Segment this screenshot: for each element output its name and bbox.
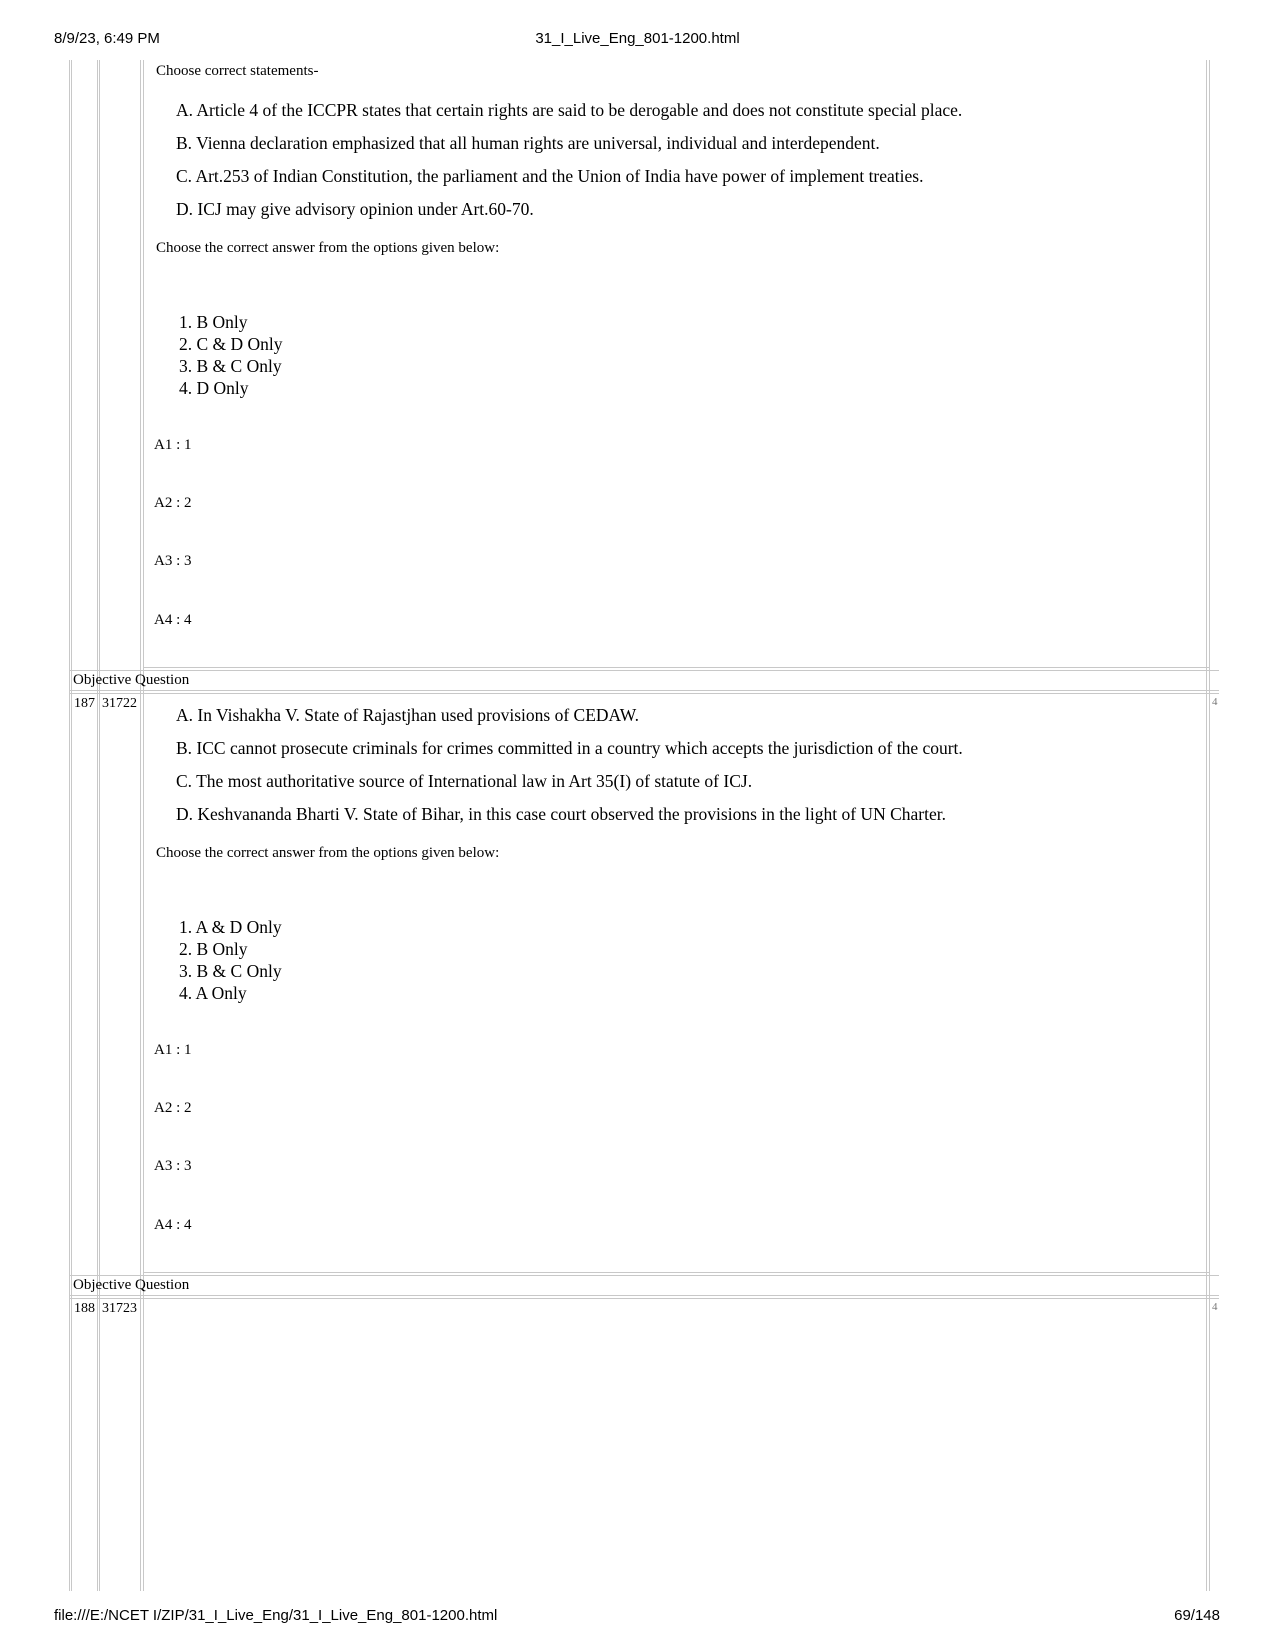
answer-a4: A4 : 4 <box>154 612 192 628</box>
print-title: 31_I_Live_Eng_801-1200.html <box>535 30 740 47</box>
statement-b: B. Vienna declaration emphasized that all human rights are universal, individual and interdependent. <box>176 133 880 153</box>
row-top-187 <box>69 690 1219 691</box>
side-marker: 4 <box>1212 1301 1218 1313</box>
row-top-187-inner <box>69 693 1219 694</box>
statement-b: B. ICC cannot prosecute criminals for crimes committed in a country which accepts the jurisdiction of the court. <box>176 738 963 758</box>
print-page-number: 69/148 <box>1174 1607 1220 1624</box>
row-top-188-inner <box>69 1298 1219 1299</box>
print-file-path: file:///E:/NCET I/ZIP/31_I_Live_Eng/31_I_Live_Eng_801-1200.html <box>54 1607 498 1624</box>
answer-a4: A4 : 4 <box>154 1217 192 1233</box>
col-divider-number-inner <box>99 60 100 1591</box>
statement-a: A. In Vishakha V. State of Rajastjhan used provisions of CEDAW. <box>176 705 640 725</box>
option-3: 3. B & C Only <box>179 356 282 376</box>
question-id: 31722 <box>102 696 137 711</box>
answer-a3: A3 : 3 <box>154 1158 192 1174</box>
answer-a2: A2 : 2 <box>154 495 192 511</box>
choose-answer-instruction: Choose the correct answer from the options given below: <box>156 845 500 861</box>
statement-a: A. Article 4 of the ICCPR states that certain rights are said to be derogable and does not constitute special place. <box>176 100 963 120</box>
row-top-188 <box>69 1295 1219 1296</box>
option-1: 1. B Only <box>179 312 248 332</box>
statement-d: D. Keshvananda Bharti V. State of Bihar, in this case court observed the provisions in the light of UN Charter. <box>176 804 946 824</box>
print-datetime: 8/9/23, 6:49 PM <box>54 30 160 47</box>
col-divider-id <box>140 60 141 1591</box>
side-marker: 4 <box>1212 696 1218 708</box>
question-number: 187 <box>74 696 95 711</box>
option-4: 4. D Only <box>179 378 249 398</box>
row-bottom-187 <box>143 1272 1210 1273</box>
answer-a1: A1 : 1 <box>154 1042 192 1058</box>
question-type-label: Objective Question <box>73 672 190 688</box>
option-1: 1. A & D Only <box>179 917 282 937</box>
answer-a2: A2 : 2 <box>154 1100 192 1116</box>
option-4: 4. A Only <box>179 983 247 1003</box>
row-bottom-186-outer <box>69 670 1219 671</box>
answer-a1: A1 : 1 <box>154 437 192 453</box>
question-id: 31723 <box>102 1301 137 1316</box>
question-type-label: Objective Question <box>73 1277 190 1293</box>
choose-statements-prompt: Choose correct statements- <box>156 63 319 79</box>
table-border-left-inner <box>71 60 72 1591</box>
question-number: 188 <box>74 1301 95 1316</box>
option-2: 2. B Only <box>179 939 248 959</box>
table-border-left <box>69 60 70 1591</box>
row-bottom-187-outer <box>69 1275 1219 1276</box>
col-divider-content-inner <box>1209 60 1210 1591</box>
row-bottom-186 <box>143 667 1210 668</box>
choose-answer-instruction: Choose the correct answer from the options given below: <box>156 240 500 256</box>
statement-c: C. Art.253 of Indian Constitution, the parliament and the Union of India have power of implement treaties. <box>176 166 924 186</box>
option-3: 3. B & C Only <box>179 961 282 981</box>
col-divider-number <box>97 60 98 1591</box>
option-2: 2. C & D Only <box>179 334 283 354</box>
statement-c: C. The most authoritative source of International law in Art 35(I) of statute of ICJ. <box>176 771 753 791</box>
answer-a3: A3 : 3 <box>154 553 192 569</box>
statement-d: D. ICJ may give advisory opinion under Art.60-70. <box>176 199 534 219</box>
col-divider-content <box>1206 60 1207 1591</box>
col-divider-id-inner <box>143 60 144 1591</box>
